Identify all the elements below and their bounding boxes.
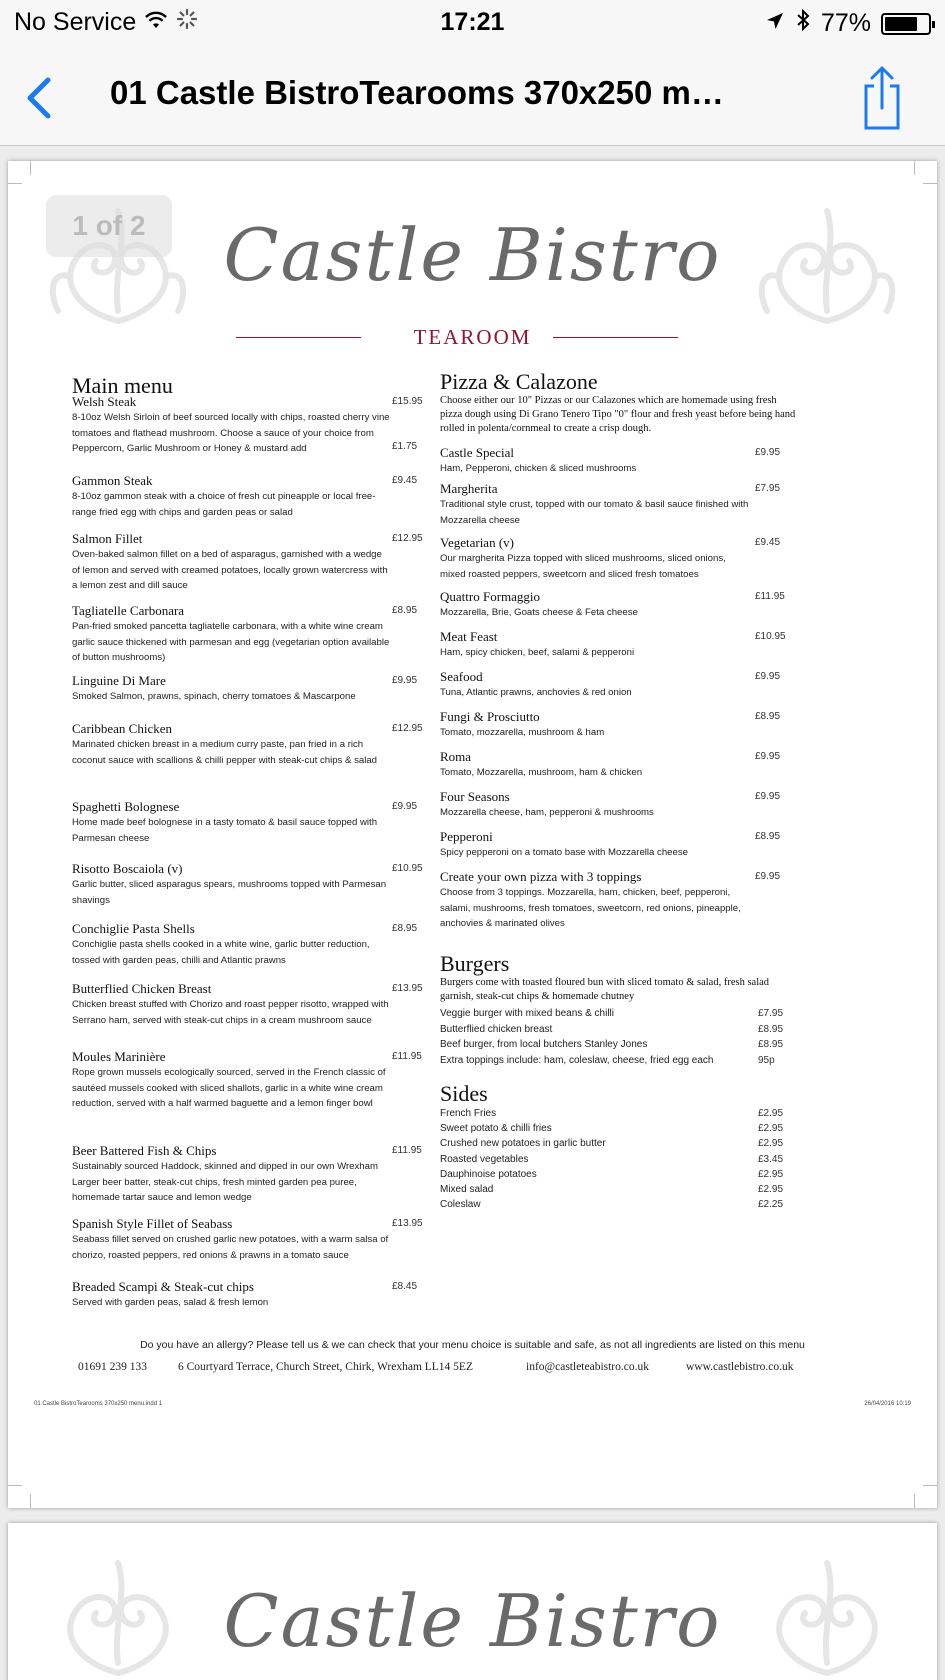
menu-item-description: Choose from 3 toppings. Mozzarella, ham, chicken, beef, pepperoni, salami, mushrooms, fresh tomatoes, sweetcorn, red onions, pineapple, anchovies & marinated olives bbox=[440, 887, 741, 929]
menu-item bbox=[72, 721, 432, 768]
menu-item-name: Castle Special bbox=[440, 445, 515, 460]
menu-row-name: Crushed new potatoes in garlic butter bbox=[440, 1138, 606, 1150]
menu-row-name: Butterflied chicken breast bbox=[440, 1023, 553, 1035]
menu-item-name: Linguine Di Mare bbox=[72, 673, 166, 688]
logo-title: Castle Bistro bbox=[223, 213, 722, 297]
menu-item-name: Roma bbox=[440, 749, 472, 764]
menu-item-description: 8-10oz gammon steak with a choice of fresh cut pineapple or local free-range fried egg with chips and garden peas or salad bbox=[72, 491, 376, 518]
menu-item-name: Vegetarian (v) bbox=[440, 535, 514, 550]
menu-item-name: Four Seasons bbox=[440, 789, 510, 804]
menu-item-price: £9.45 bbox=[755, 537, 781, 548]
menu-item-price: £11.95 bbox=[392, 1145, 422, 1156]
menu-item-price: £8.45 bbox=[392, 1281, 418, 1292]
menu-row-price: £7.95 bbox=[758, 1008, 784, 1019]
menu-row-price: £2.95 bbox=[758, 1123, 784, 1135]
menu-item-price: £7.95 bbox=[755, 483, 781, 494]
menu-item-description: Tuna, Atlantic prawns, anchovies & red onion bbox=[440, 687, 632, 698]
battery-percent: 77% bbox=[820, 9, 871, 37]
menu-item bbox=[440, 589, 800, 621]
logo-subtitle: TEAROOM bbox=[413, 325, 532, 349]
menu-item-price: £10.95 bbox=[755, 631, 786, 642]
menu-item-price: £8.95 bbox=[755, 711, 781, 722]
menu-item bbox=[72, 861, 432, 908]
menu-row-name: French Fries bbox=[440, 1108, 497, 1119]
menu-item-description: Mozzarella cheese, ham, pepperoni & mushrooms bbox=[440, 807, 654, 818]
menu-item-price: £9.95 bbox=[755, 447, 781, 458]
print-slug-left: 01 Castle BistroTearooms 370x250 menu.indd 1 bbox=[34, 1401, 163, 1407]
menu-item-price: £12.95 bbox=[392, 723, 423, 734]
pizza-intro: Choose either our 10" Pizzas or our Calazones which are homemade using fresh pizza dough using Di Grano Tenero Tipo "0" flour and fresh yeast before being hand rolled in polenta/cornmeal to create a crisp dough. bbox=[440, 395, 796, 434]
menu-item-price: £9.95 bbox=[755, 751, 781, 762]
address: 6 Courtyard Terrace, Church Street, Chirk, Wrexham LL14 5EZ bbox=[178, 1361, 473, 1373]
menu-item-name: Gammon Steak bbox=[72, 473, 153, 488]
location-arrow-icon bbox=[765, 9, 785, 38]
menu-item-name: Spaghetti Bolognese bbox=[72, 799, 180, 814]
menu-item-name: Conchiglie Pasta Shells bbox=[72, 921, 195, 936]
menu-item bbox=[440, 869, 800, 932]
menu-item-price: £12.95 bbox=[392, 533, 423, 544]
share-icon bbox=[859, 62, 905, 132]
menu-item bbox=[440, 789, 800, 821]
menu-item-description: Rope grown mussels ecologically sourced, served in the French classic of sautéed mussels cooked with sliced shallots, garlic in a white wine cream reduction, served with a half warmed baguette and a lemon finger bowl bbox=[72, 1067, 386, 1109]
menu-item-description: Sustainably sourced Haddock, skinned and dipped in our own Wrexham Larger beer batter, steak-cut chips, fresh minted garden pea puree, homemade tartar sauce and lemon wedge bbox=[72, 1161, 378, 1203]
navigation-bar bbox=[0, 50, 945, 146]
menu-item bbox=[72, 531, 432, 594]
page-indicator: 1 of 2 bbox=[46, 195, 172, 257]
menu-item-name: Margherita bbox=[440, 481, 498, 496]
website: www.castlebistro.co.uk bbox=[686, 1361, 794, 1373]
menu-item-description: Pan-fried smoked pancetta tagliatelle carbonara, with a white wine cream garlic sauce thickened with parmesan and egg (vegetarian option available of button mushrooms) bbox=[72, 621, 390, 663]
menu-row-price: £2.95 bbox=[758, 1168, 784, 1180]
menu-item bbox=[440, 445, 800, 477]
menu-item-description: Traditional style crust, topped with our tomato & basil sauce finished with Mozzarella cheese bbox=[440, 499, 749, 526]
back-button[interactable] bbox=[18, 68, 68, 128]
menu-item-description: Mozzarella, Brie, Goats cheese & Feta cheese bbox=[440, 607, 638, 618]
menu-item bbox=[440, 829, 800, 861]
menu-item-description: Oven-baked salmon fillet on a bed of asparagus, garnished with a wedge of lemon and served with creamed potatoes, locally grown watercress with a lemon zest and dill sauce bbox=[72, 549, 388, 591]
menu-item-price: £9.95 bbox=[755, 791, 781, 802]
menu-item-description: Spicy pepperoni on a tomato base with Mozzarella cheese bbox=[440, 847, 688, 858]
menu-item-description: Conchiglie pasta shells cooked in a white wine, garlic butter reduction, tossed with garden peas, chilli and Atlantic prawns bbox=[72, 939, 370, 966]
menu-item-price: £15.95 bbox=[392, 396, 423, 407]
battery-fill bbox=[885, 17, 917, 31]
menu-item bbox=[440, 749, 800, 781]
menu-item-price: £10.95 bbox=[392, 863, 423, 874]
menu-item-extra-price: £1.75 bbox=[392, 441, 418, 452]
clock: 17:21 bbox=[440, 8, 505, 36]
menu-item-price: £9.95 bbox=[392, 801, 418, 812]
menu-item-name: Breaded Scampi & Steak-cut chips bbox=[72, 1279, 254, 1294]
menu-item-name: Spanish Style Fillet of Seabass bbox=[72, 1216, 233, 1231]
menu-item-name: Tagliatelle Carbonara bbox=[72, 603, 185, 618]
menu-item bbox=[440, 481, 800, 528]
menu-row-price: 95p bbox=[758, 1054, 775, 1066]
menu-row-price: £2.95 bbox=[758, 1108, 784, 1119]
share-button[interactable] bbox=[859, 62, 905, 132]
pizza-heading: Pizza & Calazone bbox=[440, 369, 598, 394]
logo-title: Castle Bistro bbox=[223, 1579, 722, 1663]
menu-item-name: Pepperoni bbox=[440, 829, 493, 844]
menu-item-name: Salmon Fillet bbox=[72, 531, 143, 546]
menu-item bbox=[440, 709, 800, 741]
document-page-2 bbox=[8, 1523, 937, 1680]
menu-item-name: Moules Marinière bbox=[72, 1049, 166, 1064]
menu-item-name: Quattro Formaggio bbox=[440, 589, 541, 604]
menu-row-name: Extra toppings include: ham, coleslaw, cheese, fried egg each bbox=[440, 1054, 714, 1066]
menu-item bbox=[72, 603, 432, 666]
menu-item-description: Seabass fillet served on crushed garlic new potatoes, with a warm salsa of chorizo, roasted peppers, red onions & prawns in a tomato sauce bbox=[72, 1234, 389, 1261]
menu-row-name: Beef burger, from local butchers Stanley Jones bbox=[440, 1039, 648, 1050]
menu-row-name: Veggie burger with mixed beans & chilli bbox=[440, 1008, 614, 1019]
menu-item bbox=[440, 669, 800, 701]
carrier-label: No Service bbox=[14, 8, 137, 36]
menu-item-price: £9.95 bbox=[755, 871, 781, 882]
menu-row-name: Coleslaw bbox=[440, 1199, 481, 1211]
document-title: 01 Castle BistroTearooms 370x250 m… bbox=[110, 74, 724, 111]
menu-item-name: Risotto Boscaiola (v) bbox=[72, 861, 183, 876]
status-right bbox=[765, 8, 931, 39]
menu-row-name: Sweet potato & chilli fries bbox=[440, 1123, 552, 1135]
menu-item-price: £8.95 bbox=[392, 923, 418, 934]
menu-item-name: Seafood bbox=[440, 669, 483, 684]
menu-item-description: Marinated chicken breast in a medium curry paste, pan fried in a rich coconut sauce with scallions & chilli pepper with steak-cut chips & salad bbox=[72, 739, 378, 766]
battery-icon bbox=[881, 13, 931, 35]
menu-item bbox=[440, 629, 800, 661]
menu-row-price: £3.45 bbox=[758, 1153, 784, 1165]
menu-item-name: Welsh Steak bbox=[72, 394, 137, 409]
menu-item-description: Tomato, mozzarella, mushroom & ham bbox=[440, 727, 605, 738]
document-page-1 bbox=[8, 161, 937, 1508]
bluetooth-icon bbox=[795, 8, 811, 39]
menu-item-description: Chicken breast stuffed with Chorizo and roast pepper risotto, wrapped with Serrano ham, served with steak-cut chips in a cream mushroom sauce bbox=[72, 999, 389, 1026]
menu-item bbox=[72, 1049, 432, 1112]
menu-item-name: Create your own pizza with 3 toppings bbox=[440, 869, 642, 884]
burgers-heading: Burgers bbox=[440, 951, 510, 976]
menu-item-description: Garlic butter, sliced asparagus spears, mushrooms topped with Parmesan shavings bbox=[72, 879, 387, 906]
menu-item-description: Served with garden peas, salad & fresh lemon bbox=[72, 1297, 269, 1308]
menu-item-price: £9.45 bbox=[392, 475, 418, 486]
sides-heading: Sides bbox=[440, 1081, 488, 1106]
menu-item-description: Home made beef bolognese in a tasty tomato & basil sauce topped with Parmesan cheese bbox=[72, 817, 378, 844]
menu-row-price: £2.95 bbox=[758, 1138, 784, 1150]
menu-item-description: Tomato, Mozzarella, mushroom, ham & chicken bbox=[440, 767, 643, 778]
menu-item bbox=[72, 1279, 432, 1311]
menu-item-description: Smoked Salmon, prawns, spinach, cherry tomatoes & Mascarpone bbox=[72, 691, 356, 702]
menu-item-price: £8.95 bbox=[755, 831, 781, 842]
status-bar bbox=[0, 0, 945, 50]
menu-item-name: Meat Feast bbox=[440, 629, 498, 644]
menu-row-name: Roasted vegetables bbox=[440, 1153, 529, 1165]
menu-item-name: Butterflied Chicken Breast bbox=[72, 981, 212, 996]
menu-item bbox=[72, 921, 432, 968]
email: info@castleteabistro.co.uk bbox=[526, 1361, 649, 1373]
print-slug-right: 26/04/2016 10:19 bbox=[864, 1401, 911, 1407]
menu-item-description: Our margherita Pizza topped with sliced mushrooms, sliced onions, mixed roasted peppers, sweetcorn and sliced fresh tomatoes bbox=[440, 553, 726, 580]
menu-item-description: Ham, spicy chicken, beef, salami & pepperoni bbox=[440, 647, 635, 658]
menu-row-price: £2.25 bbox=[758, 1199, 784, 1211]
menu-row-name: Dauphinoise potatoes bbox=[440, 1168, 537, 1180]
menu-item-name: Caribbean Chicken bbox=[72, 721, 172, 736]
main-menu-heading: Main menu bbox=[72, 373, 173, 398]
menu-item-price: £8.95 bbox=[392, 605, 418, 616]
menu-item bbox=[72, 473, 432, 520]
menu-row-price: £8.95 bbox=[758, 1039, 784, 1050]
menu-row-price: £2.95 bbox=[758, 1184, 784, 1195]
menu-item bbox=[72, 394, 432, 457]
menu-row-price: £8.95 bbox=[758, 1023, 784, 1035]
menu-item bbox=[72, 799, 432, 846]
phone: 01691 239 133 bbox=[78, 1361, 147, 1373]
pdf-viewer[interactable] bbox=[0, 147, 945, 1680]
menu-item-price: £11.95 bbox=[755, 591, 785, 602]
menu-item bbox=[72, 673, 432, 705]
menu-item-description: Ham, Pepperoni, chicken & sliced mushrooms bbox=[440, 463, 637, 474]
menu-item bbox=[72, 1143, 432, 1206]
menu-row-name: Mixed salad bbox=[440, 1184, 494, 1195]
menu-item-price: £11.95 bbox=[392, 1051, 422, 1062]
chevron-left-icon bbox=[18, 68, 58, 128]
menu-item-name: Beer Battered Fish & Chips bbox=[72, 1143, 217, 1158]
allergy-notice: Do you have an allergy? Please tell us & we can check that your menu choice is suitable and safe, as not all ingredients are listed on this menu bbox=[140, 1339, 805, 1351]
menu-item-price: £13.95 bbox=[392, 1218, 423, 1229]
burgers-intro: Burgers come with toasted floured bun with sliced tomato & salad, fresh salad garnish, steak-cut chips & homemade chutney bbox=[440, 977, 770, 1002]
menu-item bbox=[72, 981, 432, 1028]
menu-item-price: £9.95 bbox=[755, 671, 781, 682]
menu-item-description: 8-10oz Welsh Sirloin of beef sourced locally with chips, roasted cherry vine tomatoes and flathead mushroom. Choose a sauce of your choice from Peppercorn, Garlic Mushroom or Honey & mustard add bbox=[72, 412, 390, 454]
menu-item-price: £9.95 bbox=[392, 675, 418, 686]
menu-item bbox=[72, 1216, 432, 1263]
menu-item bbox=[440, 535, 800, 582]
menu-item-name: Fungi & Prosciutto bbox=[440, 709, 540, 724]
menu-item-price: £13.95 bbox=[392, 983, 423, 994]
